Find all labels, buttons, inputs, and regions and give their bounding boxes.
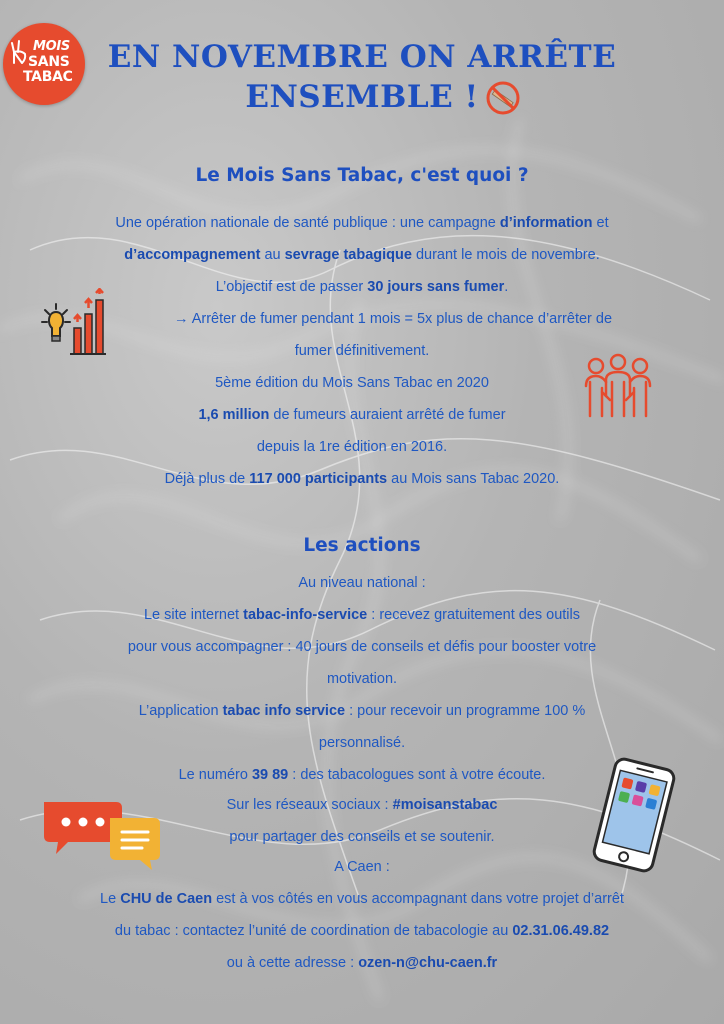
objective-line: L’objectif est de passer 30 jours sans fumer. — [215, 279, 509, 295]
logo-text-tabac: TABAC — [23, 69, 73, 85]
social-line-2: pour partager des conseils et se soutenir. — [229, 829, 495, 845]
smartphone-apps-icon — [586, 757, 682, 873]
million-smokers-line: 1,6 million de fumeurs auraient arrêté de fumer — [198, 407, 506, 423]
phone-number-line: Le numéro 39 89 : des tabacologues sont à votre écoute. — [178, 767, 546, 783]
social-line-1: Sur les réseaux sociaux : #moisanstabac — [226, 797, 498, 813]
people-group-icon — [582, 352, 654, 422]
chu-line-1: Le CHU de Caen est à vos côtés en vous accompagnant dans votre projet d’arrêt — [100, 891, 624, 907]
edition-line: 5ème édition du Mois Sans Tabac en 2020 — [215, 375, 489, 391]
app-line-2: personnalisé. — [318, 735, 406, 751]
stat-chance-line-2: fumer définitivement. — [294, 343, 430, 359]
website-line-2: pour vous accompagner : 40 jours de conseils et défis pour booster votre — [127, 639, 597, 655]
website-line-3: motivation. — [326, 671, 398, 687]
logo-text-sans: SANS — [28, 54, 70, 70]
page-title-line2: ENSEMBLE ! — [245, 79, 479, 115]
no-smoking-icon — [485, 80, 521, 116]
intro-line-1: Une opération nationale de santé publique : une campagne d’information et — [115, 215, 609, 231]
page-title-line1: EN NOVEMBRE ON ARRÊTE — [107, 39, 617, 75]
website-line-1: Le site internet tabac-info-service : recevez gratuitement des outils — [143, 607, 581, 623]
email-line: ou à cette adresse : ozen-n@chu-caen.fr — [226, 955, 498, 971]
participants-line: Déjà plus de 117 000 participants au Mois sans Tabac 2020. — [164, 471, 560, 487]
national-label: Au niveau national : — [298, 575, 426, 591]
growth-lightbulb-icon — [38, 288, 108, 358]
chat-bubbles-icon — [38, 796, 168, 872]
logo-text-mois: MOIS — [33, 39, 70, 54]
section-heading-what-is: Le Mois Sans Tabac, c'est quoi ? — [195, 165, 529, 186]
intro-line-2: d’accompagnement au sevrage tabagique durant le mois de novembre. — [124, 247, 600, 263]
section-heading-actions: Les actions — [303, 535, 421, 556]
chu-line-2: du tabac : contactez l’unité de coordination de tabacologie au 02.31.06.49.82 — [114, 923, 610, 939]
first-edition-line: depuis la 1re édition en 2016. — [256, 439, 448, 455]
app-line-1: L’application tabac info service : pour recevoir un programme 100 % — [138, 703, 586, 719]
mois-sans-tabac-logo — [3, 23, 85, 105]
stat-chance-line-1: → Arrêter de fumer pendant 1 mois = 5x plus de chance d’arrêter de — [173, 311, 613, 327]
caen-label: A Caen : — [334, 859, 390, 875]
